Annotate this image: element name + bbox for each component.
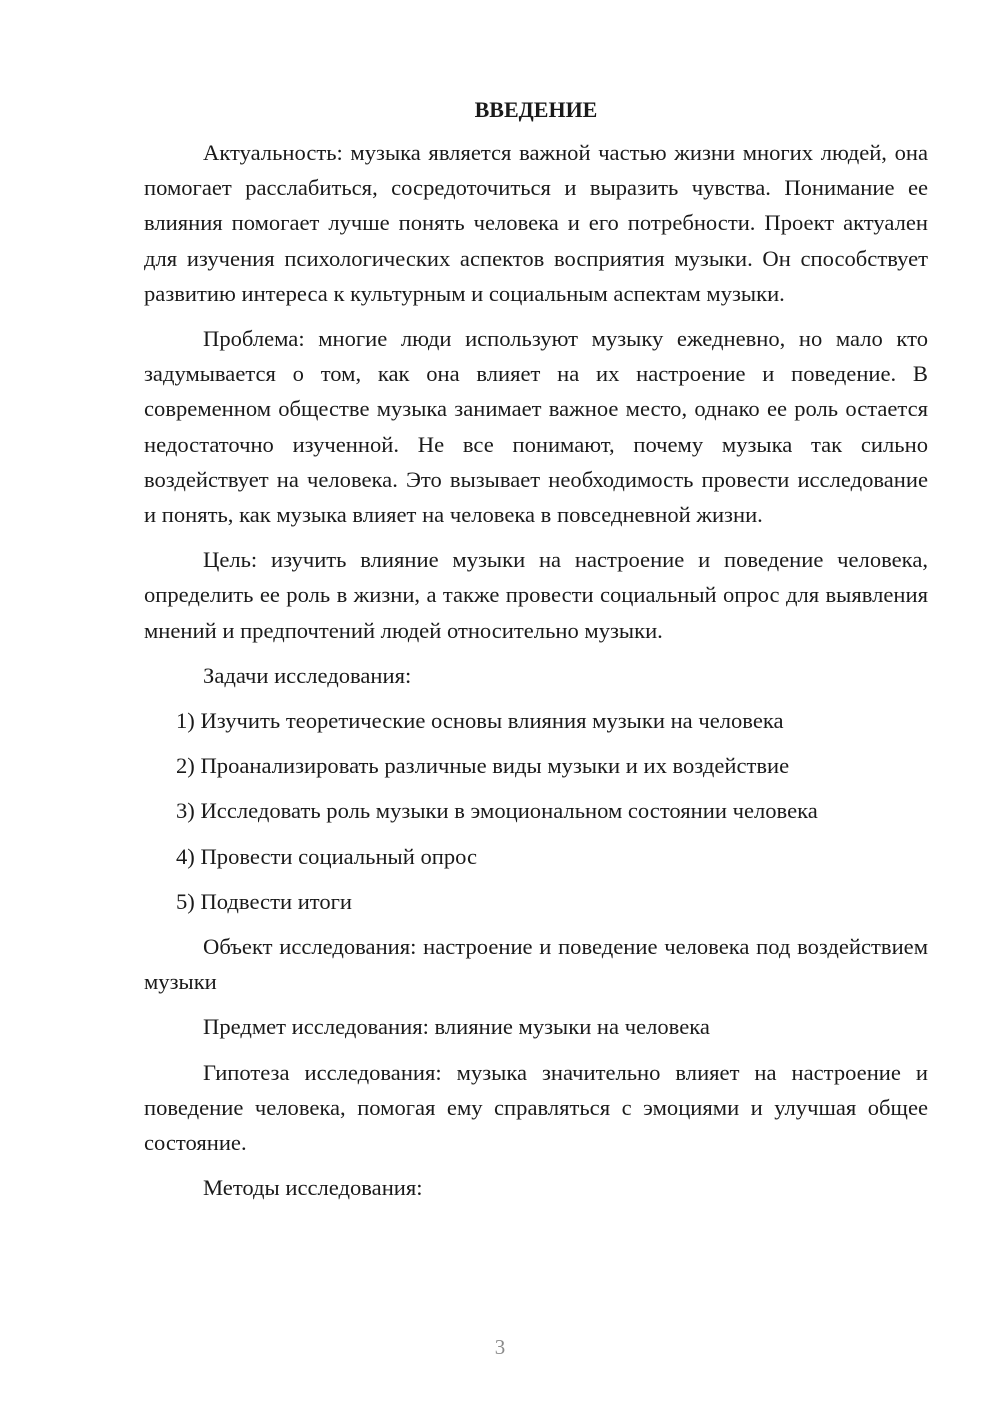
task-list bbox=[144, 703, 928, 919]
task-item-4: 4) Провести социальный опрос bbox=[176, 843, 478, 869]
task-item-1: 1) Изучить теоретические основы влияния музыки на человека bbox=[176, 708, 784, 734]
paragraph-relevance: Актуальность: музыка является важной частью жизни многих людей, она помогает расслабиться, сосредоточиться и выразить чувства. Понимание ее влияния помогает лучше понять человека и его потребности. Проект актуален для изучения психологических аспектов восприятия музыки. Он способствует развитию интереса к культурным и социальным аспектам музыки. bbox=[144, 140, 928, 306]
paragraph-hypothesis: Гипотеза исследования: музыка значительно влияет на настроение и поведение человека, помогая ему справляться с эмоциями и улучшая общее состояние. bbox=[144, 1059, 928, 1156]
tasks-heading: Задачи исследования: bbox=[203, 662, 412, 688]
page-content bbox=[144, 95, 928, 1215]
task-item-5: 5) Подвести итоги bbox=[176, 888, 353, 914]
paragraph-object: Объект исследования: настроение и поведение человека под воздействием музыки bbox=[144, 934, 928, 995]
section-heading: ВВЕДЕНИЕ bbox=[474, 97, 598, 122]
page-number: 3 bbox=[494, 1335, 506, 1359]
paragraph-problem: Проблема: многие люди используют музыку ежедневно, но мало кто задумывается о том, как она влияет на их настроение и поведение. В современном обществе музыка занимает важное место, однако ее роль остается недостаточно изученной. Не все понимают, почему музыка так сильно воздействует на человека. Это вызывает необходимость провести исследование и понять, как музыка влияет на человека в повседневной жизни. bbox=[144, 326, 928, 528]
task-item-3: 3) Исследовать роль музыки в эмоциональном состоянии человека bbox=[176, 798, 818, 824]
paragraph-goal: Цель: изучить влияние музыки на настроение и поведение человека, определить ее роль в жизни, а также провести социальный опрос для выявления мнений и предпочтений людей относительно музыки. bbox=[144, 547, 928, 643]
task-item-2: 2) Проанализировать различные виды музыки и их воздействие bbox=[176, 753, 790, 779]
paragraph-methods-heading: Методы исследования: bbox=[203, 1175, 423, 1201]
paragraph-subject: Предмет исследования: влияние музыки на человека bbox=[203, 1014, 710, 1040]
